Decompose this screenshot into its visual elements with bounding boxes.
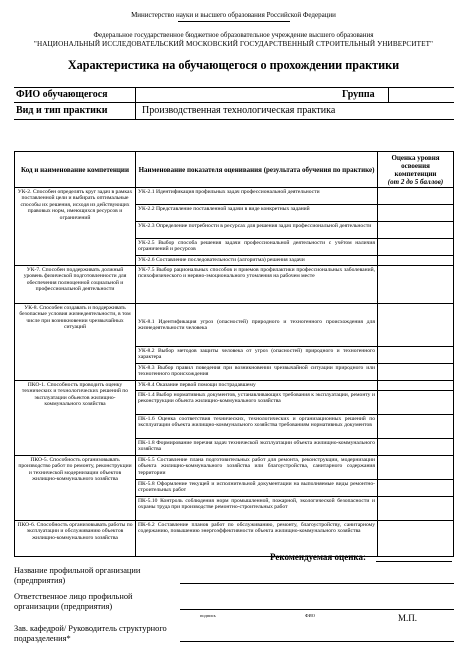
student-name-label: ФИО обучающегося	[16, 89, 108, 100]
score-cell[interactable]	[378, 188, 454, 205]
indicator-cell: УК-2.3 Определение потребности в ресурсах для решения задач профессиональной деятельности	[136, 222, 378, 239]
score-cell[interactable]	[378, 456, 454, 480]
score-cell[interactable]	[378, 205, 454, 222]
stamp-placeholder: М.П.	[398, 613, 418, 623]
competence-cell: УК-2. Способен определять круг задач в рамках поставленной цели и выбирать оптимальные способы их решения, исходя из действующих правовых норм, имеющихся ресурсов и ограничений	[15, 188, 136, 266]
competence-cell: ПКО-1. Способность проводить оценку технических и технологических решений по эксплуатации объектов жилищно-коммунального хозяйства	[15, 381, 136, 456]
competence-header: Код и наименование компетенции	[15, 152, 136, 188]
practice-type-value: Производственная технологическая практика	[142, 105, 336, 116]
score-cell[interactable]	[378, 480, 454, 497]
responsible-person-label: Ответственное лицо профильной организации (предприятия)	[14, 592, 133, 611]
responsible-person-field[interactable]	[180, 609, 454, 610]
recommended-grade-label: Рекомендуемая оценка:	[270, 552, 366, 562]
department-head-label: Зав. кафедрой/ Руководитель структурного подразделения*	[14, 624, 167, 643]
score-cell[interactable]	[378, 381, 454, 391]
field-divider-group	[388, 87, 389, 102]
indicator-cell: ПК-5.8 Оформление текущей и исполнительной документации на выполняемые виды ремонтно-строительных работ	[136, 480, 378, 497]
score-cell[interactable]	[378, 304, 454, 347]
competence-cell: УК-7. Способен поддерживать должный уровень физической подготовленности для обеспечения полноценной социальной и профессиональной деятельности	[15, 266, 136, 304]
score-cell[interactable]	[378, 521, 454, 557]
indicator-cell: УК-7.5 Выбор рациональных способов и приемов профилактики профессиональных заболеваний, психофизического и нервно-эмоционального утомления на рабочем месте	[136, 266, 378, 304]
score-cell[interactable]	[378, 347, 454, 364]
document-title: Характеристика на обучающегося о прохождении практики	[67, 58, 400, 72]
indicator-header: Наименование показателя оценивания (результата обучения по практике)	[136, 152, 378, 188]
indicator-cell: ПК-1.6 Оценка соответствия технических, технологических и организационных решений по эксплуатации объекта жилищно-коммунального хозяйства требованиям нормативных документов	[136, 415, 378, 439]
score-cell[interactable]	[378, 391, 454, 415]
score-cell[interactable]	[378, 256, 454, 266]
fio-caption: ФИО	[305, 613, 316, 618]
score-cell[interactable]	[378, 222, 454, 239]
department-head-field[interactable]	[180, 641, 454, 642]
university-line: "НАЦИОНАЛЬНЫЙ ИССЛЕДОВАТЕЛЬСКИЙ МОСКОВСКИЙ ГОСУДАРСТВЕННЫЙ СТРОИТЕЛЬНЫЙ УНИВЕРСИТЕТ"	[33, 40, 434, 48]
practice-type-label: Вид и тип практики	[16, 105, 108, 116]
field-rule-bottom	[14, 119, 454, 120]
indicator-cell: ПК-5.10 Контроль соблюдения норм промышленной, пожарной, экологической безопасности и охраны труда при производстве ремонтно-строительных работ	[136, 497, 378, 521]
signature-caption: подпись	[200, 613, 216, 618]
group-field[interactable]	[392, 89, 452, 101]
score-cell[interactable]	[378, 239, 454, 256]
competence-cell: ПКО-6. Способность организовывать работы по эксплуатации и обслуживанию объектов жилищно-коммунального хозяйства	[15, 521, 136, 557]
indicator-cell: УК-2.2 Представление поставленной задачи в виде конкретных заданий	[136, 205, 378, 222]
score-header-range: (от 2 до 5 баллов)	[387, 177, 444, 186]
indicator-cell: ПК-1.8 Формирование перечня задач технической эксплуатации объекта жилищно-коммунального хозяйства	[136, 439, 378, 456]
indicator-cell: УК-8.4 Оказание первой помощи пострадавшему	[136, 381, 378, 391]
field-divider-left	[135, 87, 136, 119]
score-cell[interactable]	[378, 497, 454, 521]
ministry-line: Министерство науки и высшего образования Российской Федерации	[131, 11, 336, 19]
indicator-cell: ПК-1.4 Выбор нормативных документов, устанавливающих требования к эксплуатации, ремонту и реконструкции объекта жилищно-коммунального хозяйства	[136, 391, 378, 415]
recommended-grade-field[interactable]	[376, 561, 452, 562]
score-cell[interactable]	[378, 266, 454, 304]
score-header	[378, 152, 454, 188]
org-name-field[interactable]	[180, 583, 454, 584]
indicator-cell: УК-2.5 Выбор способа решения задачи профессиональной деятельности с учётом наличия ограничений и ресурсов	[136, 239, 378, 256]
competence-cell: УК-8. Способен создавать и поддерживать безопасные условия жизнедеятельности, в том числе при возникновении чрезвычайных ситуаций	[15, 304, 136, 381]
score-header-title: Оценка уровня освоения компетенции	[391, 153, 440, 178]
field-rule-middle	[14, 102, 454, 103]
competence-cell: ПКО-5. Способность организовывать производство работ по ремонту, реконструкции и технической модернизации объектов жилищно-коммунального хозяйства	[15, 456, 136, 521]
group-label: Группа	[342, 89, 375, 100]
institution-type-line: Федеральное государственное бюджетное образовательное учреждение высшего образования	[93, 31, 374, 39]
org-name-label: Название профильной организации (предприятия)	[14, 566, 141, 585]
score-cell[interactable]	[378, 364, 454, 381]
indicator-cell: УК-8.2 Выбор методов защиты человека от угроз (опасностей) природного и техногенного характера	[136, 347, 378, 364]
competence-table	[14, 151, 454, 557]
header-divider	[178, 21, 290, 22]
indicator-cell: УК-2.1 Идентификация профильных задач профессиональной деятельности	[136, 188, 378, 205]
score-cell[interactable]	[378, 415, 454, 439]
indicator-cell: ПК-5.5 Составление плана подготовительных работ для ремонта, реконструкции, модернизации объекта жилищно-коммунального хозяйства или благоустройства, санитарного содержания территории	[136, 456, 378, 480]
indicator-cell: УК-2.6 Составление последовательности (алгоритма) решения задачи	[136, 256, 378, 266]
indicator-cell: УК-8.3 Выбор правил поведения при возникновении чрезвычайной ситуации природного или техногенного происхождения	[136, 364, 378, 381]
indicator-cell: УК-8.1 Идентификация угроз (опасностей) природного и техногенного происхождения для жизнедеятельности человека	[136, 304, 378, 347]
score-cell[interactable]	[378, 439, 454, 456]
indicator-cell: ПК-6.2 Составление планов работ по обслуживанию, ремонту, благоустройству, санитарному содержанию, повышению энергоэффективности объекта жилищно-коммунального хозяйства	[136, 521, 378, 557]
